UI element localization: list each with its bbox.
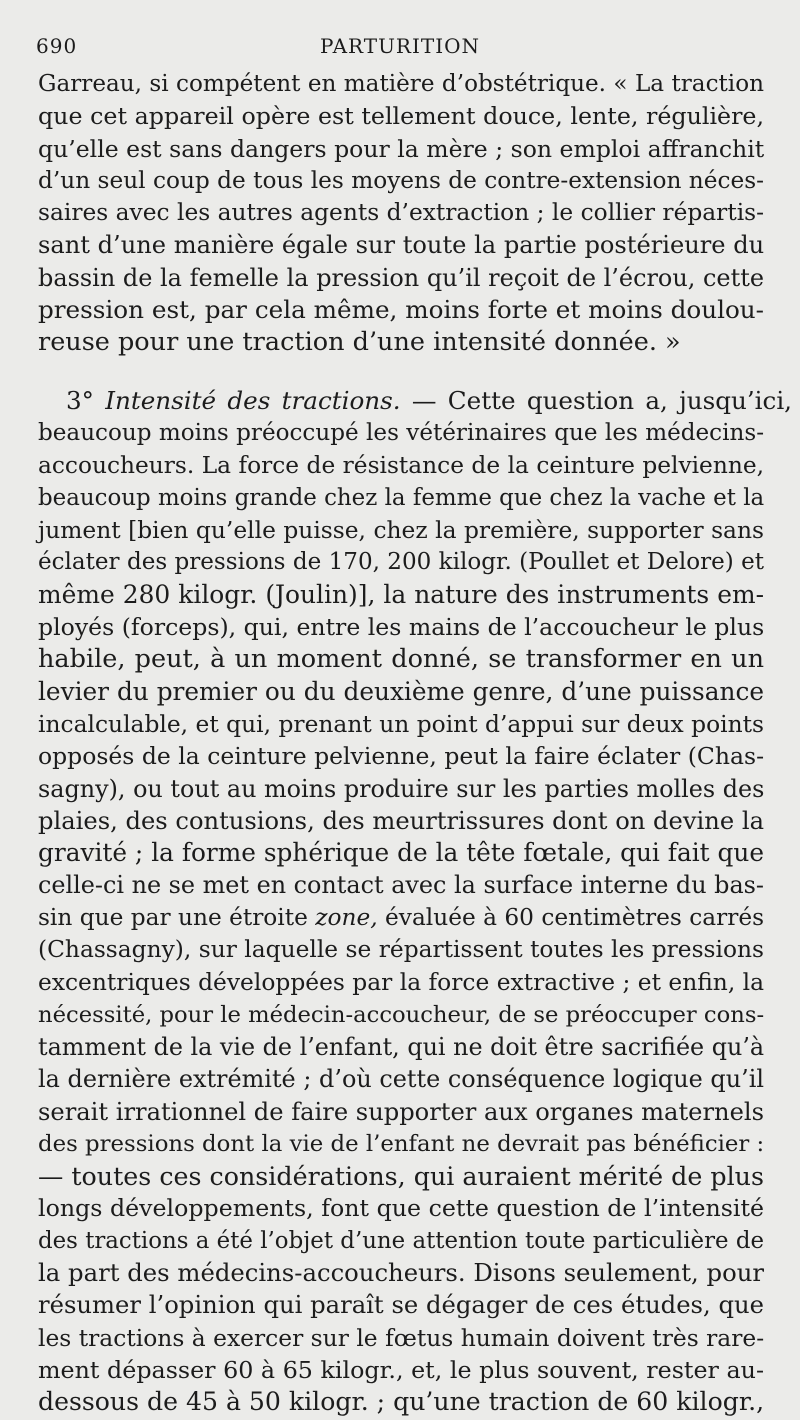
text-line: qu’elle est sans dangers pour la mère ; son emploi affranchit (38, 134, 765, 163)
text-line: sant d’une manière égale sur toute la partie postérieure du (38, 231, 765, 260)
text-line: accoucheurs. La force de résistance de la ceinture pelvienne, (38, 451, 764, 479)
section-number: 3° (66, 386, 94, 415)
text-line: sagny), ou tout au moins produire sur les parties molles des (38, 774, 765, 803)
paragraph-intensite-des-tractions (38, 385, 793, 1419)
text-line: bassin de la femelle la pression qu’il reçoit de l’écrou, cette (38, 263, 764, 292)
text-line: tamment de la vie de l’enfant, qui ne doit être sacrifiée qu’à (38, 1032, 765, 1061)
paragraph-continuation (38, 68, 764, 359)
text-line: les tractions à exercer sur le fœtus humain doivent très rare- (38, 1323, 765, 1352)
text-line: que cet appareil opère est tellement douce, lente, régulière, (38, 102, 764, 131)
text-line: excentriques développées par la force extractive ; et enfin, la (38, 968, 765, 997)
text-line: plaies, des contusions, des meurtrissures dont on devine la (38, 806, 764, 835)
heading-line-rest: — Cette question a, jusqu’ici, (411, 386, 793, 415)
text-line: des pressions dont la vie de l’enfant ne devrait pas bénéficier : (38, 1130, 765, 1157)
text-line: beaucoup moins grande chez la femme que chez la vache et la (38, 484, 765, 511)
text-line: des tractions a été l’objet d’une attention toute particulière de (38, 1227, 764, 1254)
text-line: d’un seul coup de tous les moyens de contre-extension néces- (38, 166, 764, 194)
text-line: dessous de 45 à 50 kilogr. ; qu’une traction de 60 kilogr., (38, 1387, 765, 1417)
italic-word: zone, (315, 903, 378, 931)
text-line: éclater des pressions de 170, 200 kilogr. (Poullet et Delore) et (38, 549, 764, 576)
text-line: Garreau, si compétent en matière d’obstétrique. « La traction (38, 71, 764, 97)
text-line: reuse pour une traction d’une intensité donnée. » (38, 327, 681, 358)
text-segment: sin que par une étroite (38, 903, 308, 931)
text-segment: évaluée à 60 centimètres carrés (385, 903, 765, 931)
text-line: beaucoup moins préoccupé les vétérinaires que les médecins- (38, 420, 764, 447)
page-number: 690 (36, 34, 78, 58)
text-line: saires avec les autres agents d’extraction ; le collier répartis- (38, 199, 764, 227)
text-line: ployés (forceps), qui, entre les mains de l’accoucheur le plus (38, 613, 765, 642)
text-line-with-italic (38, 902, 764, 934)
text-line: gravité ; la forme sphérique de la tête fœtale, qui fait que (38, 838, 764, 868)
text-line: habile, peut, à un moment donné, se transformer en un (38, 644, 764, 675)
text-line: résumer l’opinion qui paraît se dégager de ces études, que (38, 1290, 764, 1320)
page-header (36, 34, 764, 58)
text-line: la dernière extrémité ; d’où cette conséquence logique qu’il (38, 1065, 764, 1094)
text-line: (Chassagny), sur laquelle se répartissent toutes les pressions (38, 936, 764, 964)
section-heading: Intensité des tractions. (105, 386, 401, 415)
running-title: PARTURITION (319, 34, 481, 58)
text-line: nécessité, pour le médecin-accoucheur, de se préoccuper cons- (38, 1001, 765, 1028)
text-line: pression est, par cela même, moins forte et moins doulou- (38, 295, 764, 325)
text-line: la part des médecins-accoucheurs. Disons seulement, pour (38, 1258, 764, 1288)
section-heading-line (38, 385, 792, 417)
text-line: ment dépasser 60 à 65 kilogr., et, le plus souvent, rester au- (38, 1355, 764, 1384)
text-line: même 280 kilogr. (Joulin)], la nature des instruments em- (38, 579, 764, 609)
text-line: — toutes ces considérations, qui auraient mérité de plus (38, 1161, 764, 1192)
text-line: longs développements, font que cette question de l’intensité (38, 1194, 764, 1223)
text-line: jument [bien qu’elle puisse, chez la première, supporter sans (38, 516, 764, 545)
text-line: incalculable, et qui, prenant un point d’appui sur deux points (38, 709, 764, 738)
text-line: opposés de la ceinture pelvienne, peut la faire éclater (Chas- (38, 742, 764, 771)
text-line: levier du premier ou du deuxième genre, d’une puissance (38, 676, 764, 706)
text-line: celle-ci ne se met en contact avec la surface interne du bas- (38, 871, 764, 900)
text-line: serait irrationnel de faire supporter aux organes maternels (38, 1097, 764, 1126)
